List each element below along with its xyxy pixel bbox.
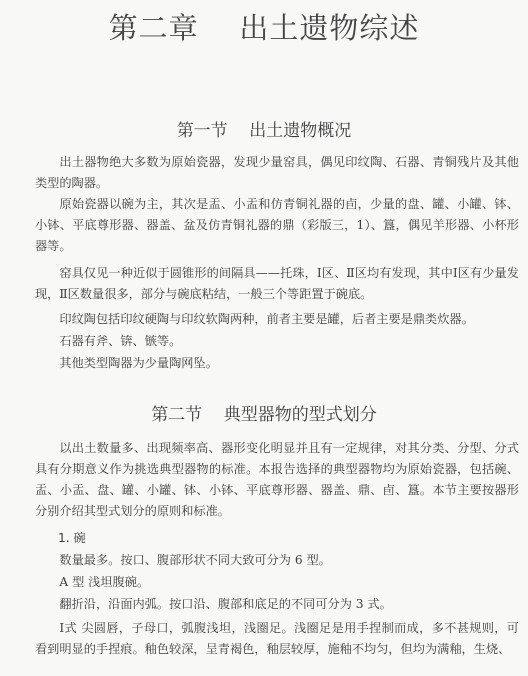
paragraph: 原始瓷器以碗为主，其次是盂、小盂和仿青铜礼器的卣，少量的盘、罐、小罐、钵、小钵、平底尊形器、器盖、盆及仿青铜礼器的鼎（彩版三，1）、簋，偶见羊形器、小杯形器等。: [35, 197, 519, 253]
paragraph: 出土器物绝大多数为原始瓷器，发现少量窑具，偶见印纹陶、石器、青铜残片及其他类型的陶器。: [35, 155, 519, 190]
paragraph: Ⅰ式 尖圆唇，子母口，弧腹浅坦，浅圈足。浅圈足是用手捏制而成，多不甚规则，可看到明显的手捏痕。釉色较深，呈青褐色，釉层较厚，施釉不均匀，但均为满釉，生烧、: [35, 621, 519, 656]
paragraph: 数量最多。按口、腹部形状不同大致可分为 6 型。: [59, 553, 331, 567]
chapter-title: 第二章 出土遗物综述: [108, 11, 420, 45]
paragraph: 窑具仅见一种近似于圆锥形的间隔具——托珠，Ⅰ区、Ⅱ区均有发现，其中Ⅰ区有少量发现，Ⅱ区数量很多，部分与碗底粘结，一般三个等距置于碗底。: [35, 266, 519, 301]
paragraph: 翻折沿，沿面内弧。按口沿、腹部和底足的不同可分为 3 式。: [59, 597, 392, 611]
paragraph: A 型 浅坦腹碗。: [59, 575, 150, 589]
section-title-2: 第二节 典型器物的型式划分: [151, 405, 377, 425]
section-title-1: 第一节 出土遗物概况: [176, 121, 352, 141]
paragraph: 其他类型陶器为少量陶网坠。: [59, 356, 218, 370]
paragraph: 以出土数量多、出现频率高、器形变化明显并且有一定规律，对其分类、分型、分式具有分期意义作为挑选典型器物的标准。本报告选择的典型器物均为原始瓷器，包括碗、盂、小盂、盘、罐、小罐、钵、小钵、平底尊形器、器盖、鼎、卣、簋。本节主要按器形分别介绍其型式划分的原则和标准。: [35, 441, 519, 518]
paragraph: 石器有斧、锛、镞等。: [59, 334, 182, 348]
paragraph: 印纹陶包括印纹硬陶与印纹软陶两种，前者主要是罐，后者主要是鼎类炊器。: [59, 312, 474, 326]
item-heading: 1. 碗: [58, 531, 86, 545]
